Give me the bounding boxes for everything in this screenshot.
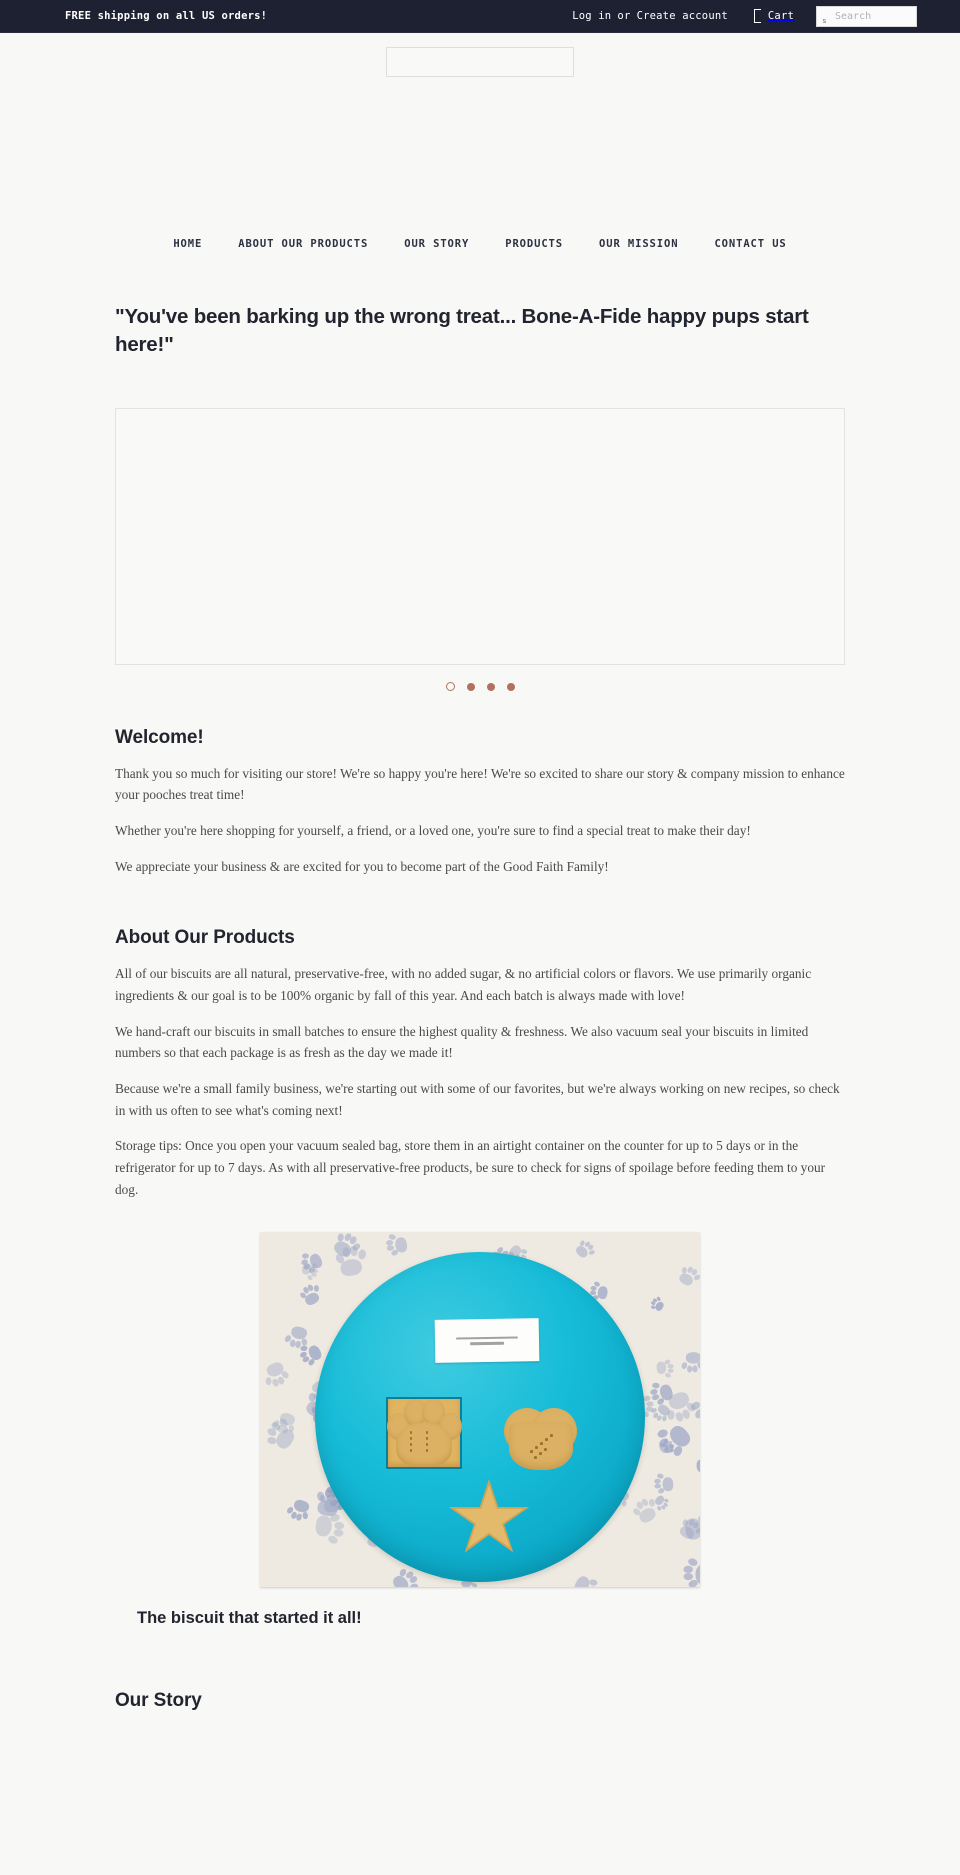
paw-print-icon: [680, 1511, 700, 1547]
cart-icon: [754, 9, 761, 23]
about-products-section: [115, 927, 845, 1200]
cart-label: Cart: [767, 10, 794, 22]
hero-slideshow[interactable]: [115, 408, 845, 665]
page-title: "You've been barking up the wrong treat... Bone-A-Fide happy pups start here!": [115, 305, 809, 357]
paw-print-icon: [385, 1232, 411, 1258]
cart-link[interactable]: [754, 9, 794, 23]
about-paragraph-2: We hand-craft our biscuits in small batches to ensure the highest quality & freshness. We also vacuum seal your biscuits in limited numbers so that each package is as fresh as the day we made it!: [115, 1023, 809, 1061]
biscuit-prick-dot: [410, 1431, 413, 1434]
nav-item-our-mission[interactable]: OUR MISSION: [599, 238, 679, 250]
nav-item-contact-us[interactable]: CONTACT US: [714, 238, 787, 250]
paw-print-icon: [567, 1569, 603, 1588]
heart-shaped-biscuit: [504, 1406, 578, 1472]
biscuit-prick-dot: [530, 1450, 533, 1453]
paw-shaped-biscuit: [388, 1399, 460, 1467]
welcome-heading: Welcome!: [115, 726, 204, 748]
paw-print-icon: [285, 1494, 315, 1524]
paw-print-icon: [654, 1473, 677, 1496]
or-separator: or: [617, 10, 631, 22]
slideshow-dot-3[interactable]: [487, 683, 495, 691]
biscuit-prick-dot: [550, 1434, 553, 1437]
search-input[interactable]: [829, 7, 909, 26]
biscuit-prick-dot: [534, 1456, 537, 1459]
welcome-paragraph-2: Whether you're here shopping for yourself, a friend, or a loved one, you're sure to find a special treat to make their day!: [115, 822, 751, 838]
broken-image-icon: s: [822, 16, 827, 25]
label-text-line-2: [470, 1342, 504, 1345]
about-products-heading: About Our Products: [115, 927, 295, 949]
site-header: [0, 33, 960, 223]
label-text-line-1: [456, 1336, 518, 1340]
slideshow-dot-1[interactable]: [446, 682, 455, 691]
slideshow-dot-2[interactable]: [467, 683, 475, 691]
search-box[interactable]: [816, 6, 917, 27]
nav-item-home[interactable]: HOME: [173, 238, 203, 250]
site-logo[interactable]: [386, 47, 574, 77]
paw-print-icon: [260, 1356, 293, 1389]
photo-caption: The biscuit that started it all!: [137, 1609, 362, 1628]
paw-print-icon: [693, 1456, 700, 1476]
biscuit-prick-dot: [426, 1437, 429, 1440]
welcome-section: [115, 727, 845, 878]
biscuit-photo-wrapper: [115, 1232, 845, 1587]
slideshow-pagination: [115, 681, 845, 693]
biscuit-prick-dot: [410, 1443, 413, 1446]
biscuit-prick-dot: [539, 1452, 542, 1455]
announcement-bar: [0, 0, 960, 33]
biscuit-prick-dot: [426, 1431, 429, 1434]
paw-print-icon: [674, 1263, 700, 1292]
nav-item-our-story[interactable]: OUR STORY: [404, 238, 470, 250]
biscuit-prick-dot: [410, 1437, 413, 1440]
biscuit-prick-dot: [535, 1446, 538, 1449]
paw-print-icon: [654, 1358, 674, 1378]
our-story-section: [115, 1690, 845, 1712]
about-paragraph-4: Storage tips: Once you open your vacuum sealed bag, store them in an airtight container on the counter for up to 5 days or in the refrigerator for up to 7 days. As with all preservative-free products, be sure to check for signs of spoilage before feeding them to your dog.: [115, 1138, 826, 1197]
biscuit-prick-dot: [540, 1442, 543, 1445]
paw-print-icon: [284, 1322, 312, 1350]
paw-print-icon: [648, 1295, 668, 1315]
about-paragraph-1: All of our biscuits are all natural, preservative-free, with no added sugar, & no artificial colors or flavors. We use primarily organic ingredients & our goal is to be 100% organic by fall of this year. And each batch is always made with love!: [115, 966, 812, 1003]
biscuit-photo: [260, 1232, 700, 1587]
free-shipping-message: FREE shipping on all US orders!: [65, 10, 268, 22]
login-link[interactable]: Log in: [572, 10, 612, 22]
paw-print-icon: [571, 1237, 598, 1264]
product-label-card: [434, 1318, 539, 1363]
biscuit-prick-dot: [426, 1449, 429, 1452]
welcome-paragraph-1: Thank you so much for visiting our store! We're so happy you're here! We're so excited to share our story & company mission to enhance your pooches treat time!: [115, 765, 845, 803]
main-navigation: [0, 223, 960, 265]
page-content: [115, 303, 845, 1712]
nav-item-about-our-products[interactable]: ABOUT OUR PRODUCTS: [238, 238, 369, 250]
welcome-paragraph-3: We appreciate your business & are excited for you to become part of the Good Faith Family!: [115, 858, 609, 874]
biscuit-prick-dot: [426, 1443, 429, 1446]
announcement-bar-inner: [65, 0, 895, 32]
slideshow-dot-4[interactable]: [507, 683, 515, 691]
topbar-account-area: [572, 0, 917, 32]
biscuit-prick-dot: [545, 1438, 548, 1441]
create-account-link[interactable]: Create account: [636, 10, 728, 22]
about-paragraph-3: Because we're a small family business, we're starting out with some of our favorites, but we're always working on new recipes, so check in with us often to see what's coming next!: [115, 1080, 840, 1118]
nav-item-products[interactable]: PRODUCTS: [505, 238, 563, 250]
biscuit-prick-dot: [544, 1448, 547, 1451]
paw-print-icon: [297, 1281, 326, 1310]
biscuit-prick-dot: [410, 1449, 413, 1452]
our-story-heading: Our Story: [115, 1690, 202, 1712]
paw-print-icon: [683, 1559, 700, 1588]
paw-print-icon: [682, 1349, 700, 1372]
